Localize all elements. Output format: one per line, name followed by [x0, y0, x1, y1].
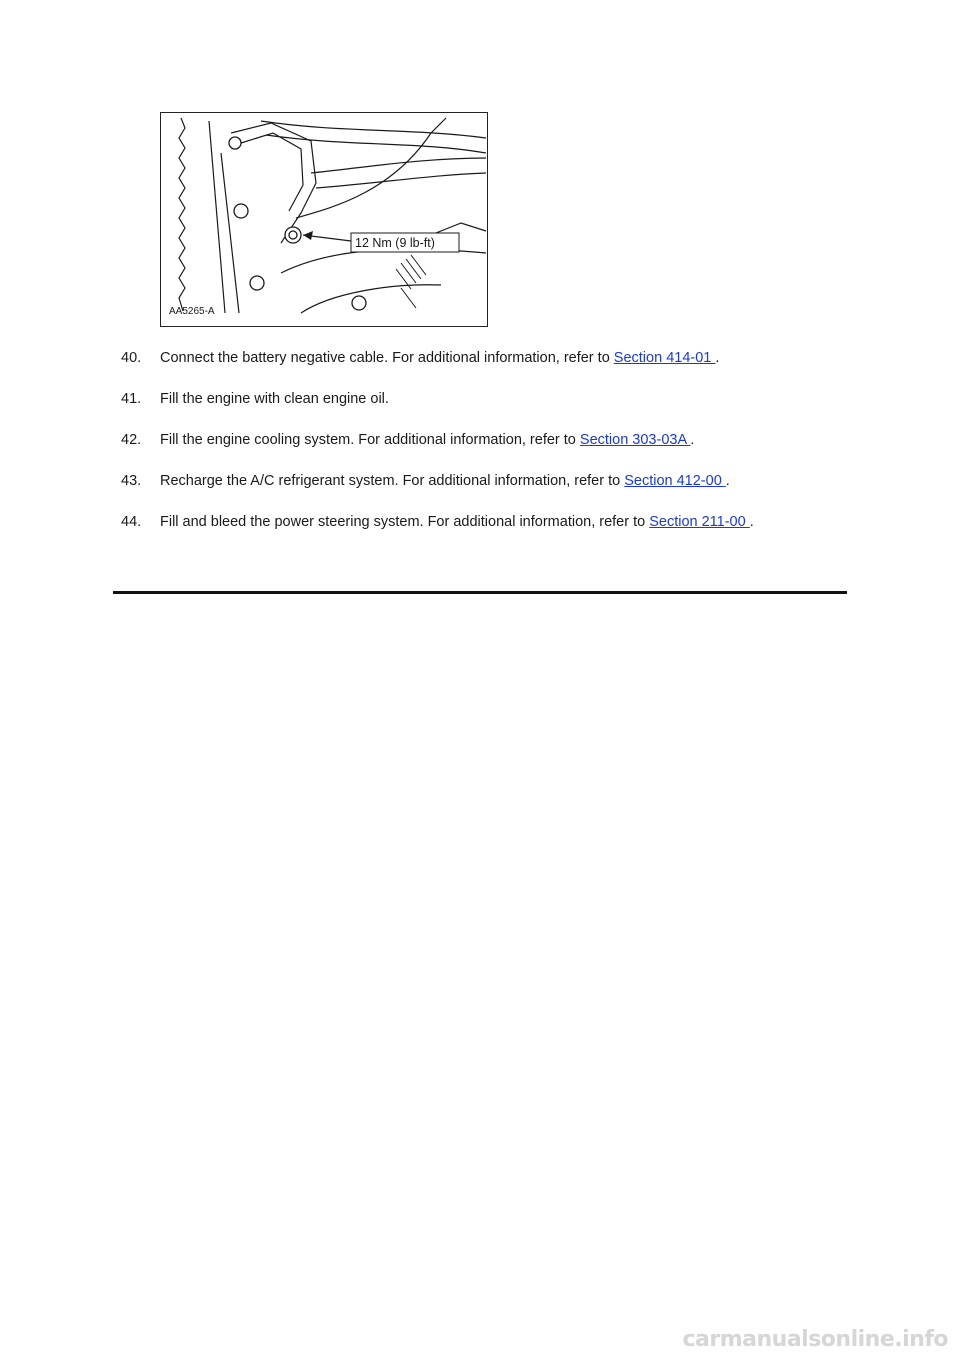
step-period: .	[749, 514, 754, 530]
section-211-00-link[interactable]: Section 211-00	[649, 514, 750, 530]
step-number: 44.	[121, 514, 142, 530]
step-42	[121, 430, 881, 450]
step-period: .	[715, 350, 720, 366]
section-414-01-link[interactable]: Section 414-01	[613, 350, 716, 366]
step-number: 43.	[121, 473, 142, 489]
step-number: 40.	[121, 350, 142, 366]
step-period: .	[690, 432, 695, 448]
step-text: Fill the engine with clean engine oil.	[160, 391, 389, 407]
step-41	[121, 389, 881, 409]
step-period: .	[725, 473, 730, 489]
figure-id: AA5265-A	[169, 306, 215, 317]
step-43	[121, 471, 881, 491]
step-text: Connect the battery negative cable. For additional information, refer to	[160, 350, 614, 366]
torque-callout: 12 Nm (9 lb-ft)	[355, 236, 435, 250]
section-412-00-link[interactable]: Section 412-00	[624, 473, 726, 489]
section-303-03a-link[interactable]: Section 303-03A	[579, 432, 691, 448]
step-text: Recharge the A/C refrigerant system. For additional information, refer to	[160, 473, 625, 489]
procedure-steps	[121, 348, 881, 553]
step-number: 42.	[121, 432, 142, 448]
step-text: Fill the engine cooling system. For additional information, refer to	[160, 432, 580, 448]
engine-bolt-illustration	[161, 113, 487, 326]
step-40	[121, 348, 881, 368]
step-text: Fill and bleed the power steering system. For additional information, refer to	[160, 514, 650, 530]
site-watermark: carmanualsonline.info	[682, 1327, 948, 1352]
step-44	[121, 512, 881, 532]
step-number: 41.	[121, 391, 142, 407]
illustration-figure	[160, 112, 488, 327]
section-divider	[113, 591, 847, 594]
